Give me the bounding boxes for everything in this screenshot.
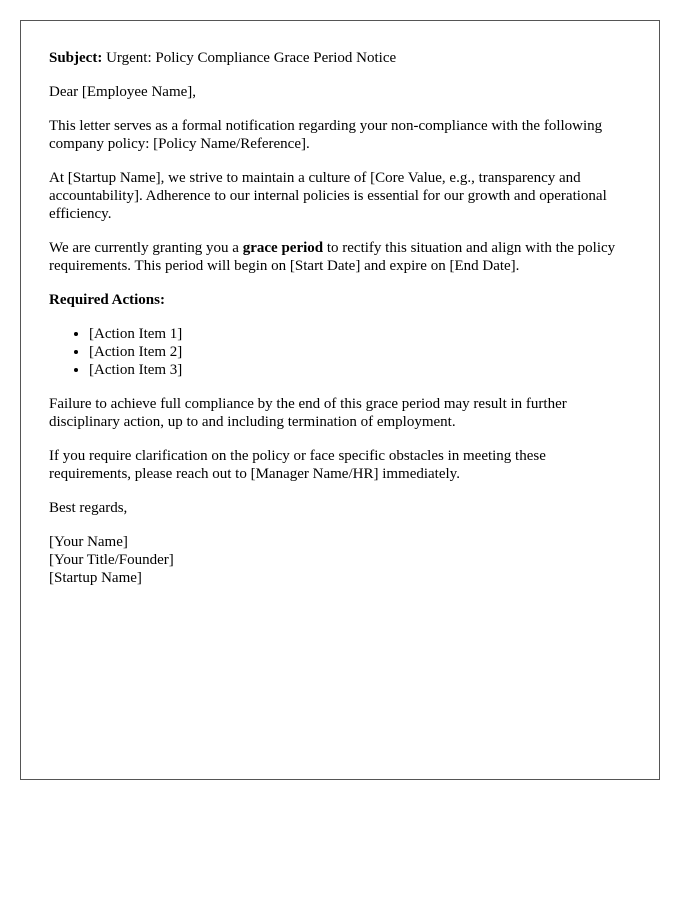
signature-block bbox=[49, 533, 631, 587]
letter-document bbox=[20, 20, 660, 780]
paragraph-grace-period bbox=[49, 239, 631, 275]
signature-name: [Your Name] bbox=[49, 534, 128, 550]
greeting: Dear [Employee Name], bbox=[49, 84, 197, 100]
signature-company: [Startup Name] bbox=[49, 570, 142, 586]
subject-label: Subject: bbox=[49, 50, 103, 66]
closing: Best regards, bbox=[49, 500, 128, 516]
required-actions-heading: Required Actions: bbox=[49, 292, 165, 308]
list-item: • [Action Item 1] bbox=[89, 325, 631, 343]
paragraph-culture: At [Startup Name], we strive to maintain a culture of [Core Value, e.g., transparency and accountability]. Adherence to our internal policies is essential for our growth and operational efficiency. bbox=[49, 170, 607, 222]
paragraph-notification: This letter serves as a formal notification regarding your non-compliance with the following company policy: [Policy Name/Reference]. bbox=[49, 118, 603, 152]
subject-line bbox=[49, 49, 631, 67]
list-item: • [Action Item 3] bbox=[89, 361, 631, 379]
subject-text: Urgent: Policy Compliance Grace Period Notice bbox=[102, 50, 397, 66]
paragraph-consequences: Failure to achieve full compliance by the end of this grace period may result in further disciplinary action, up to and including termination of employment. bbox=[49, 396, 567, 430]
grace-period-text-before: We are currently granting you a bbox=[49, 240, 243, 256]
signature-title: [Your Title/Founder] bbox=[49, 552, 174, 568]
paragraph-contact: If you require clarification on the policy or face specific obstacles in meeting these requirements, please reach out to [Manager Name/HR] immediately. bbox=[49, 448, 546, 482]
grace-period-emphasis: grace period bbox=[242, 240, 324, 256]
action-items-list bbox=[49, 325, 631, 379]
grace-period-text-after: to rectify this situation and align with the policy requirements. This period will begin on [Start Date] and expire on [End Date]. bbox=[49, 240, 616, 274]
list-item: • [Action Item 2] bbox=[89, 343, 631, 361]
